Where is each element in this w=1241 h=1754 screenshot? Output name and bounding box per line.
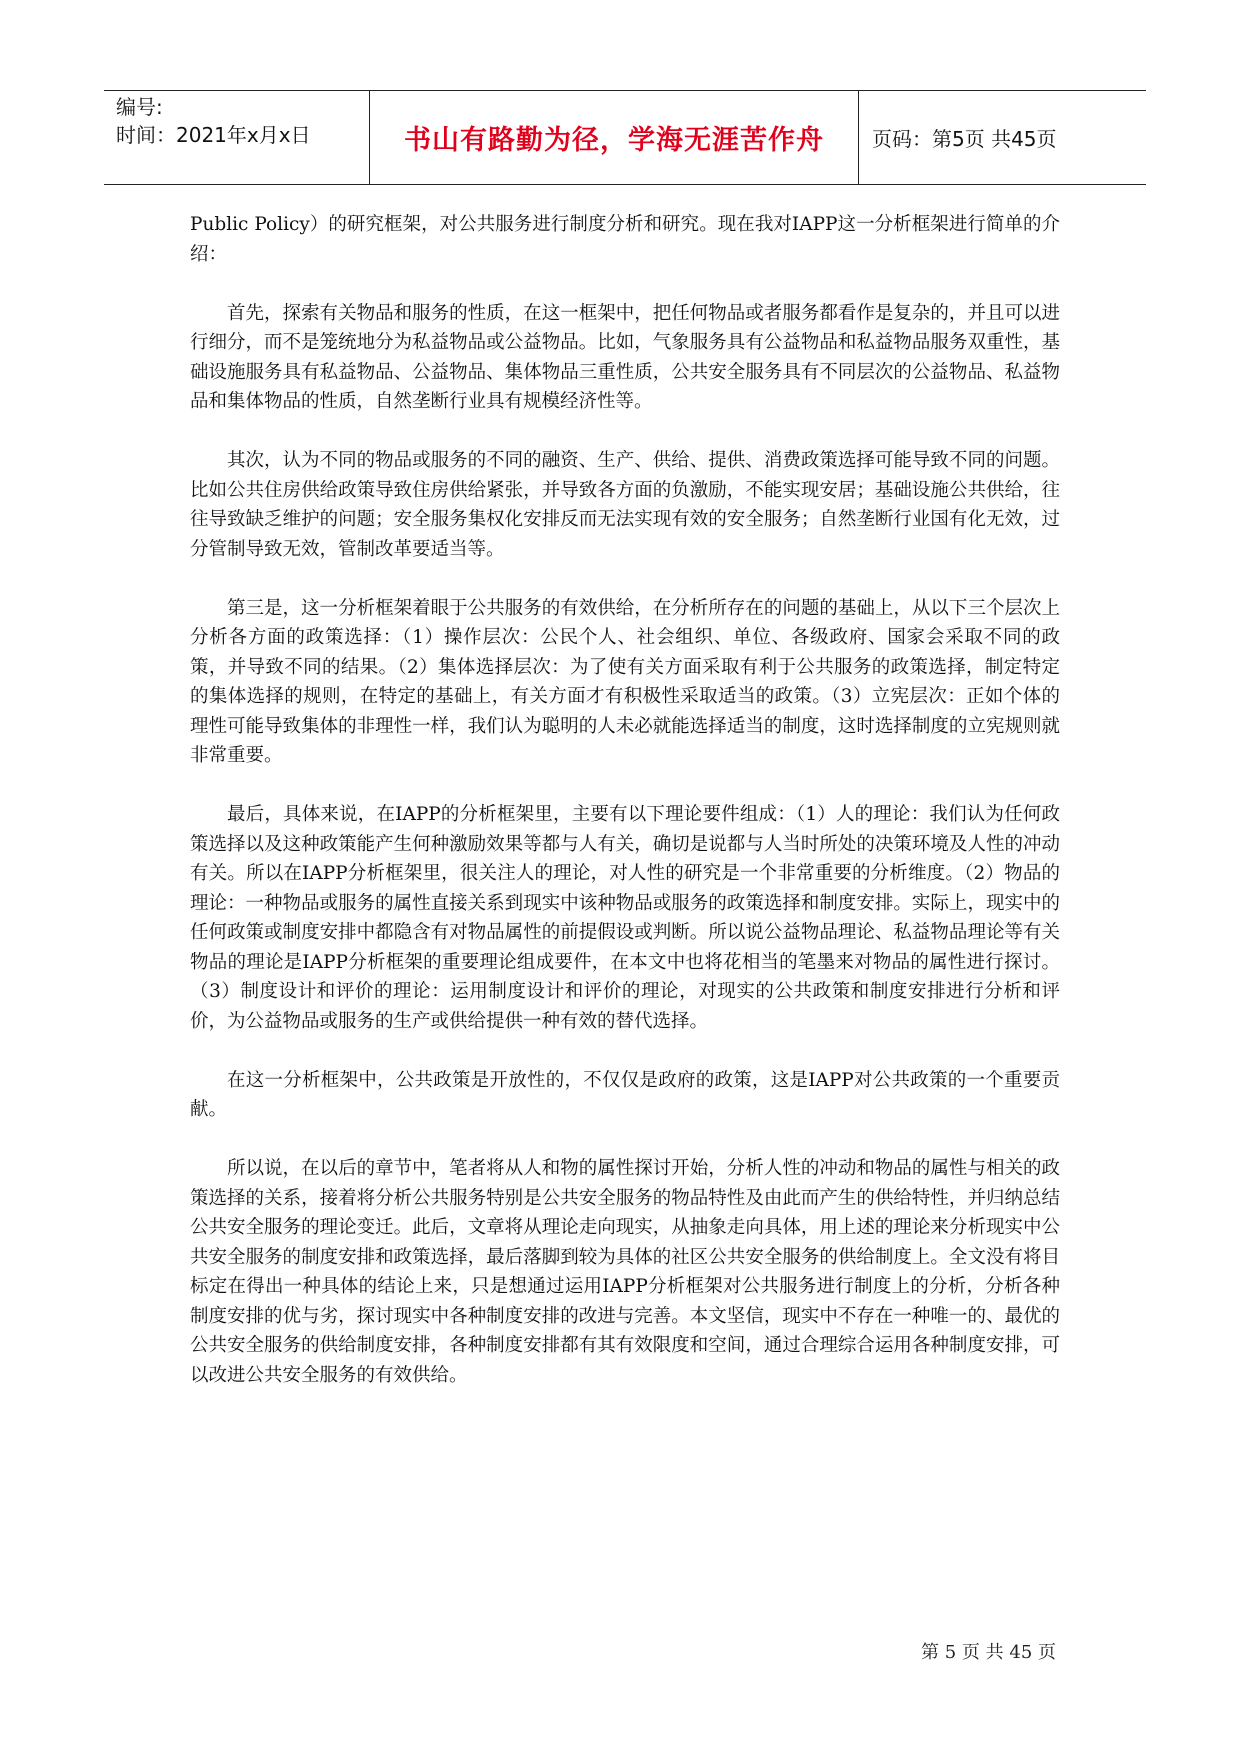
page-header [104,90,1146,185]
page-footer: 第 5 页 共 45 页 [921,1642,1056,1663]
paragraph: 第三是，这一分析框架着眼于公共服务的有效供给，在分析所存在的问题的基础上，从以下三个层次上分析各方面的政策选择：（1）操作层次：公民个人、社会组织、单位、各级政府、国家会采取不同的政策，并导致不同的结果。（2）集体选择层次：为了使有关方面采取有利于公共服务的政策选择，制定特定的集体选择的规则，在特定的基础上，有关方面才有积极性采取适当的政策。（3）立宪层次：正如个体的理性可能导致集体的非理性一样，我们认为聪明的人未必就能选择适当的制度，这时选择制度的立宪规则就非常重要。 [190,597,1060,766]
document-date-label: 时间：2021年x月x日 [116,123,311,147]
header-page-number: 页码：第5页 共45页 [872,127,1057,151]
document-body [190,210,1060,1420]
document-number-label: 编号: [116,95,163,119]
header-info [116,93,366,149]
paragraph: 在这一分析框架中，公共政策是开放性的，不仅仅是政府的政策，这是IAPP对公共政策的一个重要贡献。 [190,1069,1060,1120]
paragraph: 所以说，在以后的章节中，笔者将从人和物的属性探讨开始，分析人性的冲动和物品的属性与相关的政策选择的关系，接着将分析公共服务特别是公共安全服务的物品特性及由此而产生的供给特性，并归纳总结公共安全服务的理论变迁。此后，文章将从理论走向现实，从抽象走向具体，用上述的理论来分析现实中公共安全服务的制度安排和政策选择，最后落脚到较为具体的社区公共安全服务的供给制度上。全文没有将目标定在得出一种具体的结论上来，只是想通过运用IAPP分析框架对公共服务进行制度上的分析，分析各种制度安排的优与劣，探讨现实中各种制度安排的改进与完善。本文坚信，现实中不存在一种唯一的、最优的公共安全服务的供给制度安排，各种制度安排都有其有效限度和空间，通过合理综合运用各种制度安排，可以改进公共安全服务的有效供给。 [190,1158,1060,1386]
paragraph: Public Policy）的研究框架，对公共服务进行制度分析和研究。现在我对IAPP这一分析框架进行简单的介绍： [190,214,1060,265]
paragraph: 其次，认为不同的物品或服务的不同的融资、生产、供给、提供、消费政策选择可能导致不同的问题。比如公共住房供给政策导致住房供给紧张，并导致各方面的负激励，不能实现安居；基础设施公共供给，往往导致缺乏维护的问题；安全服务集权化安排反而无法实现有效的安全服务；自然垄断行业国有化无效，过分管制导致无效，管制改革要适当等。 [190,450,1060,560]
header-divider [858,91,859,184]
paragraph: 首先，探索有关物品和服务的性质，在这一框架中，把任何物品或者服务都看作是复杂的，并且可以进行细分，而不是笼统地分为私益物品或公益物品。比如，气象服务具有公益物品和私益物品服务双重性，基础设施服务具有私益物品、公益物品、集体物品三重性质，公共安全服务具有不同层次的公益物品、私益物品和集体物品的性质，自然垄断行业具有规模经济性等。 [190,302,1060,412]
header-motto: 书山有路勤为径，学海无涯苦作舟 [404,125,824,156]
paragraph: 最后，具体来说，在IAPP的分析框架里，主要有以下理论要件组成：（1）人的理论：我们认为任何政策选择以及这种政策能产生何种激励效果等都与人有关，确切是说都与人当时所处的决策环境及人性的冲动有关。所以在IAPP分析框架里，很关注人的理论，对人性的研究是一个非常重要的分析维度。（2）物品的理论：一种物品或服务的属性直接关系到现实中该种物品或服务的政策选择和制度安排。实际上，现实中的任何政策或制度安排中都隐含有对物品属性的前提假设或判断。所以说公益物品理论、私益物品理论等有关物品的理论是IAPP分析框架的重要理论组成要件，在本文中也将花相当的笔墨来对物品的属性进行探讨。（3）制度设计和评价的理论：运用制度设计和评价的理论，对现实的公共政策和制度安排进行分析和评价，为公益物品或服务的生产或供给提供一种有效的替代选择。 [190,804,1060,1032]
